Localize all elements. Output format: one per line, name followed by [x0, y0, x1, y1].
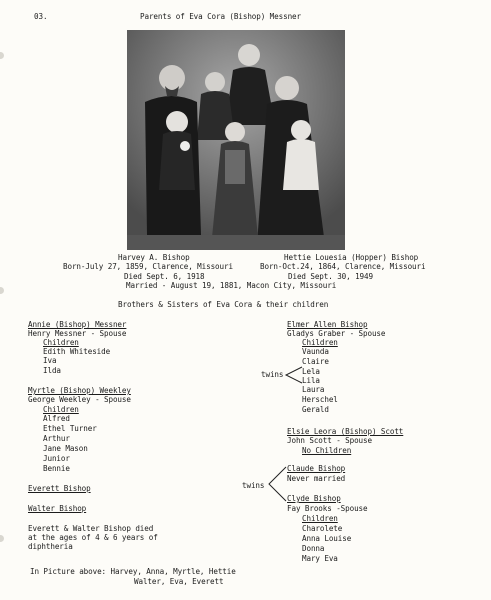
elmer-name: Elmer Allen Bishop	[287, 320, 368, 329]
siblings-heading: Brothers & Sisters of Eva Cora & their children	[118, 300, 329, 309]
elmer-children-label: Children	[302, 338, 338, 347]
mother-born: Born-Oct.24, 1864, Clarence, Missouri	[260, 262, 426, 271]
family-photograph-figures	[127, 30, 345, 250]
twins-bracket-elmer	[282, 366, 304, 386]
elsie-name: Elsie Leora (Bishop) Scott	[287, 427, 404, 436]
myrtle-spouse: George Weekley - Spouse	[28, 395, 131, 404]
claude-name: Claude Bishop	[287, 464, 346, 473]
elmer-child: Herschel	[302, 395, 338, 404]
punch-hole-top	[0, 52, 4, 59]
clyde-child: Mary Eva	[302, 554, 338, 563]
death-note: at the ages of 4 & 6 years of	[28, 533, 158, 542]
myrtle-child: Alfred	[43, 414, 70, 423]
myrtle-name: Myrtle (Bishop) Weekley	[28, 386, 131, 395]
death-note: diphtheria	[28, 542, 73, 551]
death-note: Everett & Walter Bishop died	[28, 524, 154, 533]
walter-name: Walter Bishop	[28, 504, 87, 513]
claude-note: Never married	[287, 474, 346, 483]
elmer-child: Lila	[302, 376, 320, 385]
page-title: Parents of Eva Cora (Bishop) Messner	[140, 12, 301, 21]
myrtle-child: Junior	[43, 454, 70, 463]
myrtle-child: Bennie	[43, 464, 70, 473]
page-number: 03.	[34, 12, 48, 21]
myrtle-child: Arthur	[43, 434, 70, 443]
annie-child: Edith Whiteside	[43, 347, 111, 356]
father-name: Harvey A. Bishop	[118, 253, 190, 262]
annie-child: Ilda	[43, 366, 61, 375]
clyde-name: Clyde Bishop	[287, 494, 341, 503]
clyde-children-label: Children	[302, 514, 338, 523]
family-photograph	[127, 30, 345, 250]
elmer-child: Claire	[302, 357, 329, 366]
elmer-child: Laura	[302, 385, 325, 394]
everett-name: Everett Bishop	[28, 484, 91, 493]
twins-bracket-claude-clyde	[264, 464, 288, 504]
elmer-child: Gerald	[302, 405, 329, 414]
punch-hole-bottom	[0, 535, 4, 542]
annie-name: Annie (Bishop) Messner	[28, 320, 127, 329]
annie-spouse: Henry Messner - Spouse	[28, 329, 127, 338]
mother-died: Died Sept. 30, 1949	[288, 272, 373, 281]
mother-name: Hettie Louesia (Hopper) Bishop	[284, 253, 419, 262]
elmer-child: Vaunda	[302, 347, 329, 356]
elsie-no-children: No Children	[302, 446, 352, 455]
marriage-info: Married - August 19, 1881, Macon City, Missouri	[126, 281, 337, 290]
elmer-child: Lela	[302, 367, 320, 376]
annie-child: Iva	[43, 356, 57, 365]
clyde-spouse: Fay Brooks -Spouse	[287, 504, 368, 513]
myrtle-children-label: Children	[43, 405, 79, 414]
claude-clyde-twins-label: twins	[242, 481, 265, 490]
clyde-child: Anna Louise	[302, 534, 352, 543]
clyde-child: Charolete	[302, 524, 343, 533]
picture-note: Walter, Eva, Everett	[134, 577, 224, 586]
father-born: Born-July 27, 1859, Clarence, Missouri	[63, 262, 233, 271]
clyde-child: Donna	[302, 544, 325, 553]
myrtle-child: Ethel Turner	[43, 424, 97, 433]
elmer-twins-label: twins	[261, 370, 284, 379]
punch-hole-middle	[0, 287, 4, 294]
elsie-spouse: John Scott - Spouse	[287, 436, 372, 445]
elmer-spouse: Gladys Graber - Spouse	[287, 329, 386, 338]
annie-children-label: Children	[43, 338, 79, 347]
myrtle-child: Jane Mason	[43, 444, 88, 453]
picture-note: In Picture above: Harvey, Anna, Myrtle, Hettie	[30, 567, 236, 576]
father-died: Died Sept. 6, 1918	[124, 272, 205, 281]
